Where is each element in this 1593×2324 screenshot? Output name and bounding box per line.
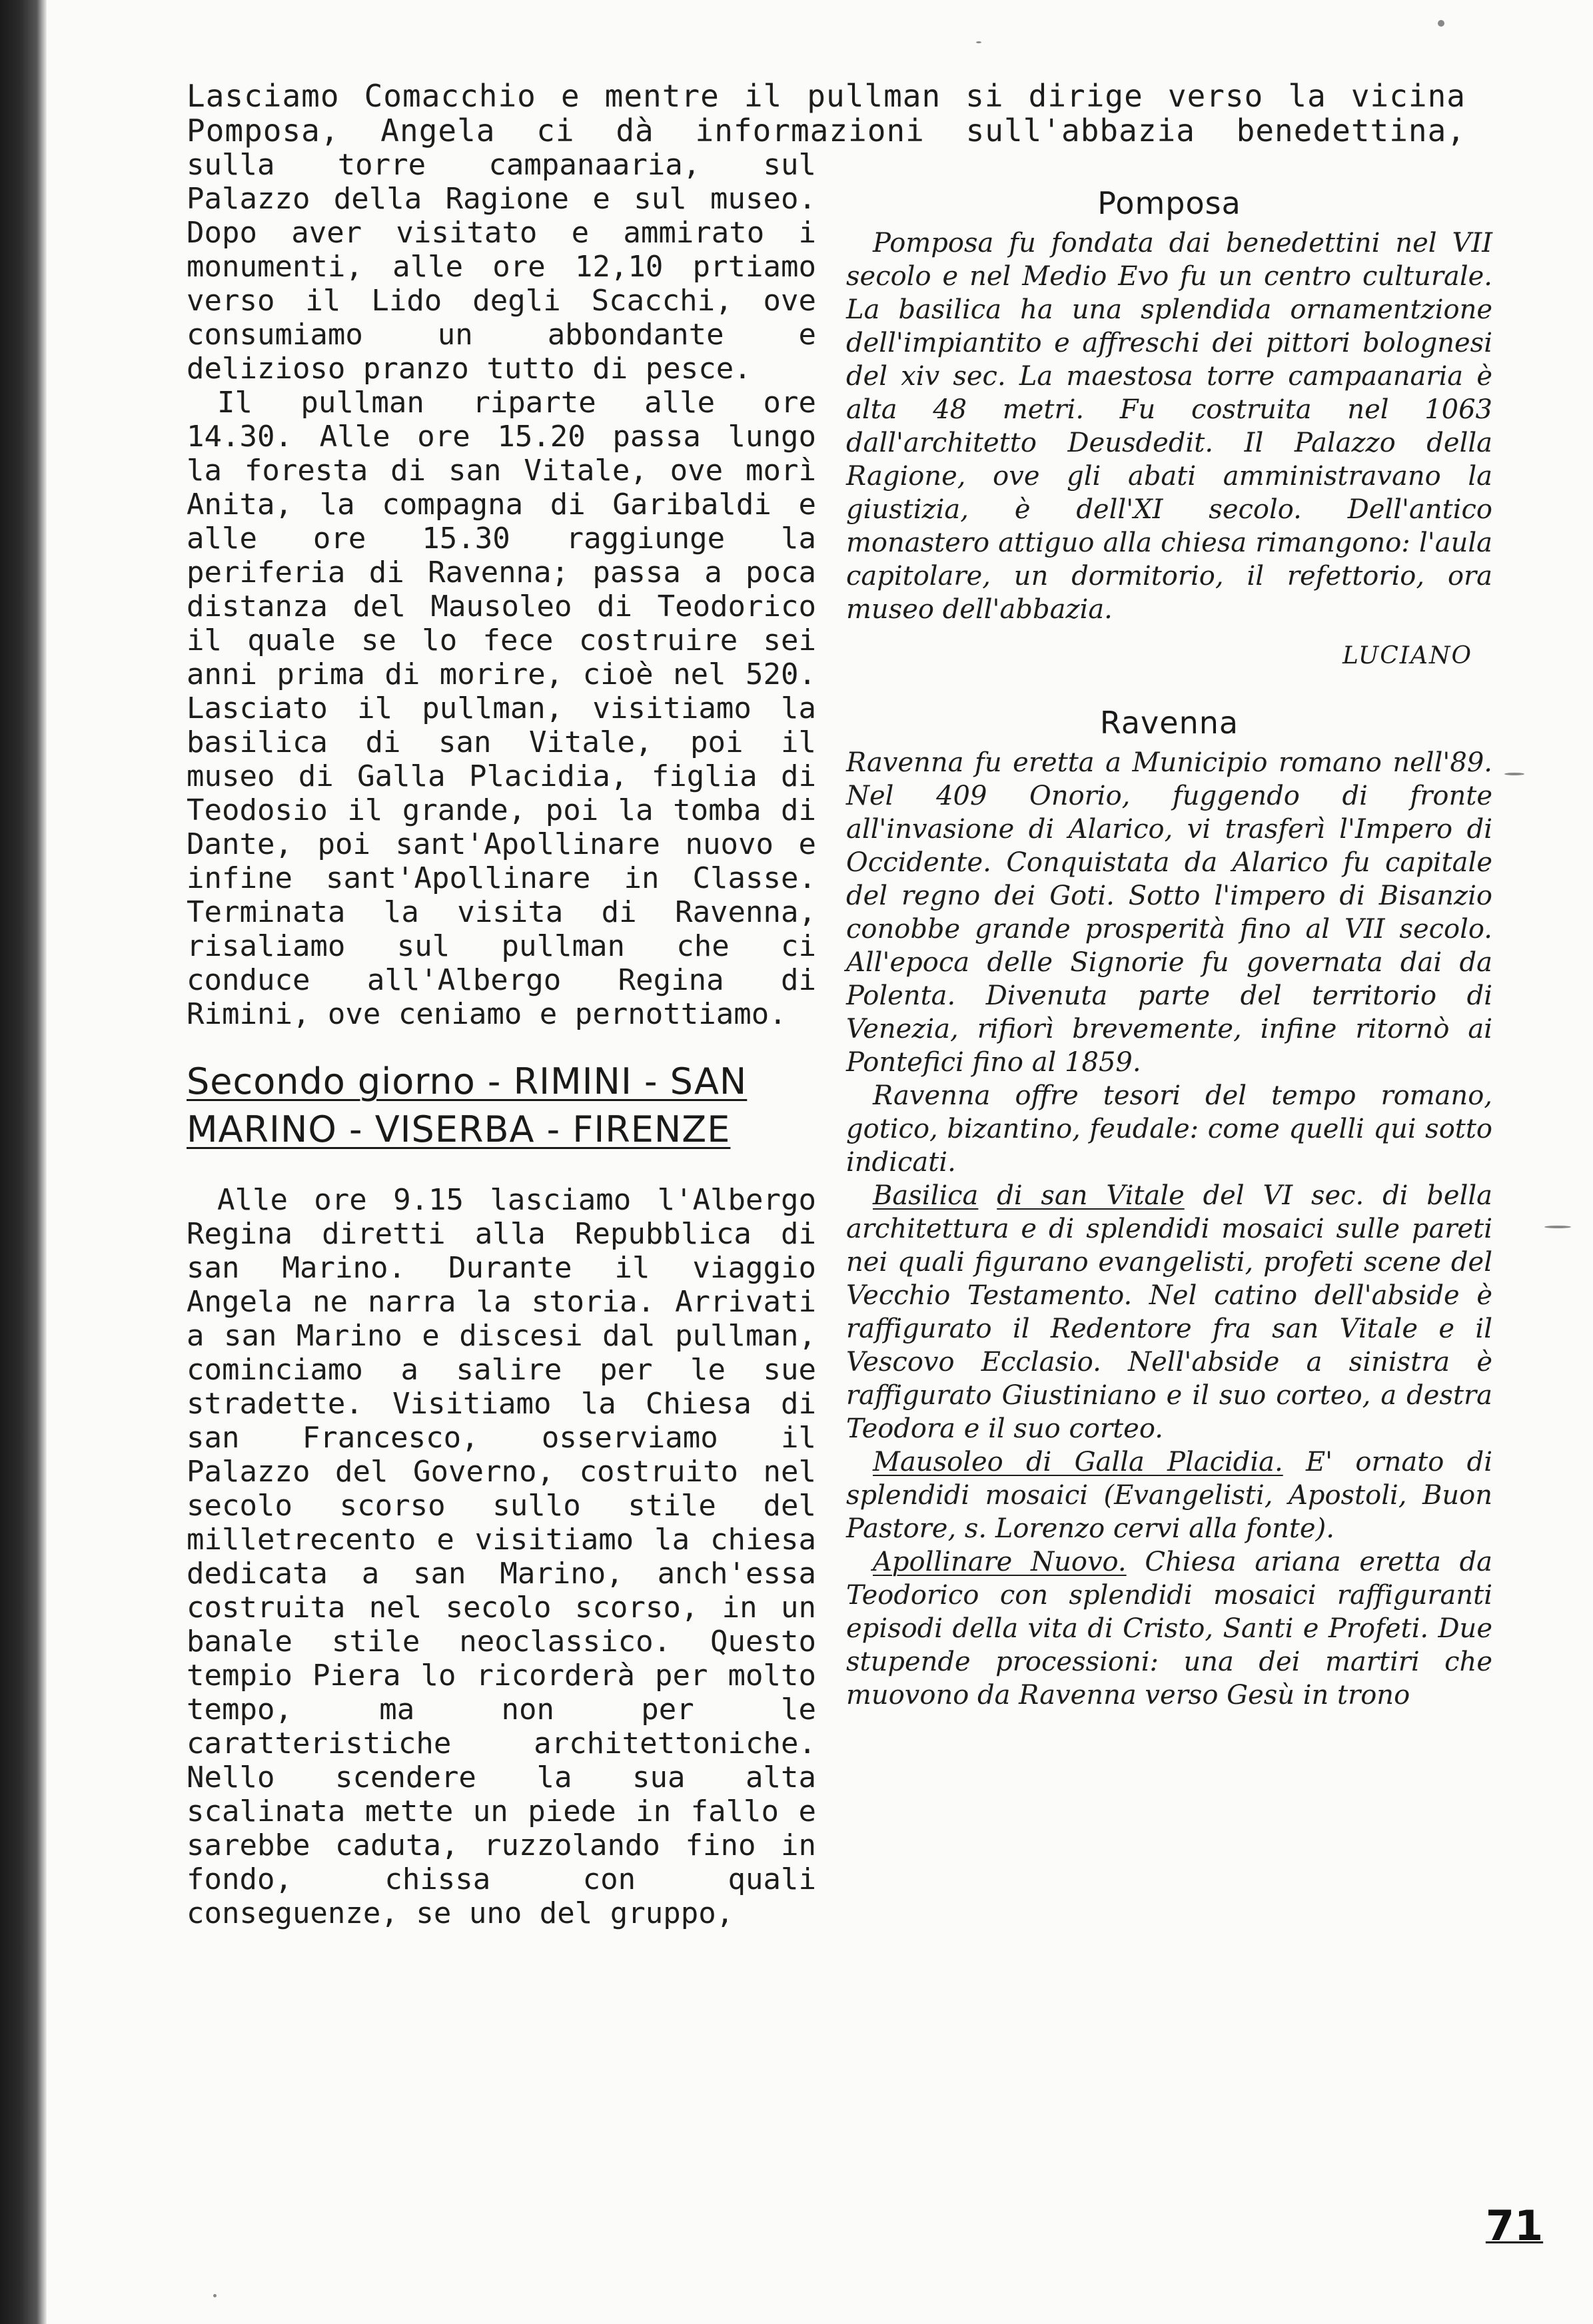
pomposa-title: Pomposa	[1097, 185, 1241, 221]
mausoleo-text: E' ornato di splendidi mosaici (Evangelisti, Apostoli, Buon Pastore, s. Lorenzo cervi alla fonte).	[846, 1447, 1492, 1544]
scan-speck	[976, 41, 981, 43]
ravenna-paragraph-2: Ravenna offre tesori del tempo romano, gotico, bizantino, feudale: come quelli qui sotto indicati.	[846, 1080, 1492, 1178]
intro-text: Lasciamo Comacchio e mentre il pullman si dirige verso la vicina Pomposa, Angela ci dà informazioni sull'abbazia benedettina,	[187, 78, 1466, 149]
page-binding-shadow	[0, 0, 47, 2324]
basilica-label-2: di san Vitale	[997, 1180, 1185, 1211]
apollinare-entry	[846, 1545, 1492, 1712]
intro-paragraph	[187, 79, 1466, 148]
mausoleo-label: Mausoleo di Galla Placidia.	[873, 1447, 1283, 1477]
signature: LUCIANO	[1342, 642, 1472, 669]
section-heading	[187, 1058, 773, 1154]
section-heading-line-2: MARINO - VISERBA - FIRENZE	[187, 1108, 731, 1150]
scan-speck	[1544, 1226, 1571, 1228]
left-column	[187, 148, 816, 1930]
basilica-text: del VI sec. di bella architettura e di splendidi mosaici sulle pareti nei quali figurano evangelisti, profeti scene del Vecchio Testamento. Nel catino dell'abside è raffigurato il Redentore fra san Vitale e il Vescovo Ecclasio. Nell'abside a sinistra è raffigurato Giustiniano e il suo corteo, a destra Teodora e il suo corteo.	[846, 1180, 1492, 1444]
left-paragraph-2: Il pullman riparte alle ore 14.30. Alle ore 15.20 passa lungo la foresta di san Vitale, ove morì Anita, la compagna di Garibaldi e alle ore 15.30 raggiunge la periferia di Ravenna; passa a poca distanza del Mausoleo di Teodorico il quale se lo fece costruire sei anni prima di morire, cioè nel 520. Lasciato il pullman, visitiamo la basilica di san Vitale, poi il museo di Galla Placidia, figlia di Teodosio il grande, poi la tomba di Dante, poi sant'Apollinare nuovo e infine sant'Apollinare in Classe. Terminata la visita di Ravenna, risaliamo sul pullman che ci conduce all'Albergo Regina di Rimini, ove ceniamo e pernottiamo.	[187, 386, 816, 1031]
apollinare-text: Chiesa ariana eretta da Teodorico con splendidi mosaici raffiguranti episodi della vita di Cristo, Santi e Profeti. Due stupende processioni: una dei martiri che muovono da Ravenna verso Gesù in trono	[846, 1547, 1493, 1711]
left-paragraph-1: sulla torre campanaaria, sul Palazzo della Ragione e sul museo. Dopo aver visitato e ammirato i monumenti, alle ore 12,10 prtiamo verso il Lido degli Scacchi, ove consumiamo un abbondante e delizioso pranzo tutto di pesce.	[187, 148, 816, 386]
pomposa-text: Pomposa fu fondata dai benedettini nel VII secolo e nel Medio Evo fu un centro culturale. La basilica ha una splendida ornamentzione dell'impiantito e affreschi dei pittori bolognesi del xiv sec. La maestosa torre campaanaria è alta 48 metri. Fu costruita nel 1063 dall'architetto Deusdedit. Il Palazzo della Ragione, ove gli abati amministravano la giustizia, è dell'XI secolo. Dell'antico monastero attiguo alla chiesa rimangono: l'aula capitolare, un dormitorio, il refettorio, ora museo dell'abbazia.	[846, 228, 1492, 625]
scan-speck	[213, 2294, 217, 2297]
mausoleo-entry	[846, 1445, 1492, 1545]
scan-speck	[1504, 773, 1524, 775]
left-paragraph-3: Alle ore 9.15 lasciamo l'Albergo Regina diretti alla Repubblica di san Marino. Durante il viaggio Angela ne narra la storia. Arrivati a san Marino e discesi dal pullman, cominciamo a salire per le sue stradette. Visitiamo la Chiesa di san Francesco, osserviamo il Palazzo del Governo, costruito nel secolo scorso sullo stile del milletrecento e visitiamo la chiesa dedicata a san Marino, anch'essa costruita nel secolo scorso, in un banale stile neoclassico. Questo tempio Piera lo ricorderà per molto tempo, ma non per le caratteristiche architettoniche. Nello scendere la sua alta scalinata mette un piede in fallo e sarebbe caduta, ruzzolando fino in fondo, chissa con quali conseguenze, se uno del gruppo,	[187, 1183, 816, 1930]
basilica-label-1: Basilica	[873, 1180, 979, 1211]
section-heading-line-1: Secondo giorno - RIMINI - SAN	[187, 1060, 748, 1102]
scan-speck	[1438, 20, 1444, 27]
right-column	[846, 181, 1492, 1712]
apollinare-label: Apollinare Nuovo.	[873, 1547, 1127, 1577]
basilica-entry	[846, 1179, 1492, 1445]
ravenna-paragraph-1: Ravenna fu eretta a Municipio romano nell'89. Nel 409 Onorio, fuggendo di fronte all'invasione di Alarico, vi trasferì l'Impero di Occidente. Conquistata da Alarico fu capitale del regno dei Goti. Sotto l'impero di Bisanzio conobbe grande prosperità fino al VII secolo. All'epoca delle Signorie fu governata dai da Polenta. Divenuta parte del territorio di Venezia, rifiorì brevemente, infine ritornò ai Pontefici fino al 1859.	[846, 747, 1492, 1078]
ravenna-title: Ravenna	[1099, 705, 1239, 741]
page-number: 71	[1485, 2201, 1544, 2250]
